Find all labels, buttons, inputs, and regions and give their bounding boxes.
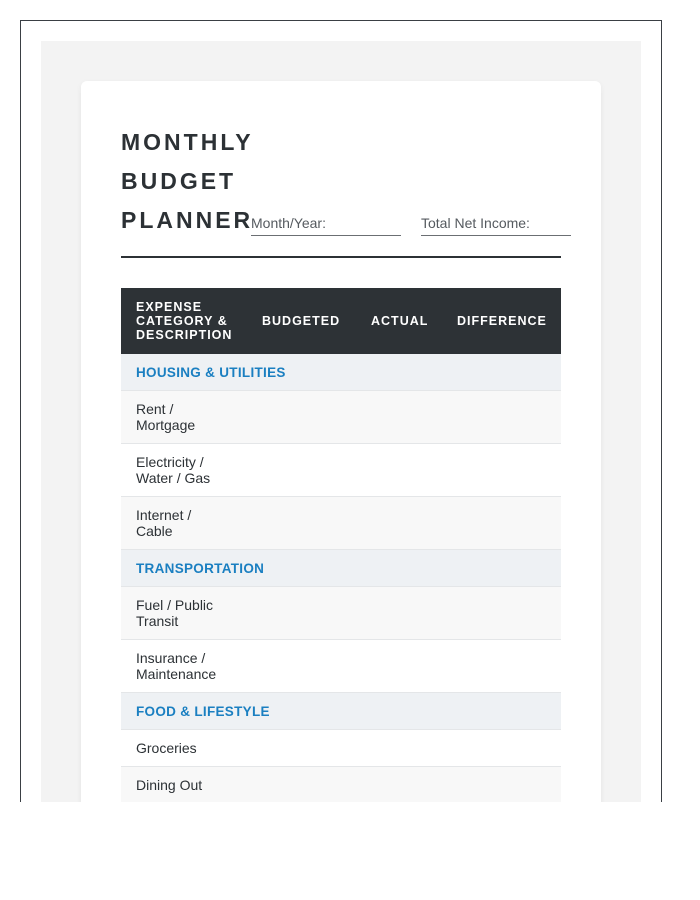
page-frame [20, 20, 662, 802]
page-title: MONTHLY BUDGET PLANNER [121, 129, 254, 233]
category-label: TRANSPORTATION [136, 560, 265, 576]
category-row-housing [121, 354, 561, 391]
net-income-label: Total Net Income: [421, 215, 530, 231]
expense-label: Electricity / Water / Gas [136, 454, 211, 486]
expense-label: Rent / Mortgage [136, 401, 196, 433]
table-row[interactable] [121, 391, 561, 444]
month-year-field[interactable] [251, 214, 401, 236]
expense-label: Insurance / Maintenance [136, 650, 217, 682]
budget-table [121, 288, 561, 802]
header-category: EXPENSE CATEGORY & DESCRIPTION [136, 300, 233, 342]
expense-label: Fuel / Public Transit [136, 597, 214, 629]
category-row-transportation [121, 550, 561, 587]
page-backdrop [41, 41, 641, 802]
table-row[interactable] [121, 497, 561, 550]
header-actual: ACTUAL [371, 314, 429, 328]
table-row[interactable] [121, 444, 561, 497]
month-year-label: Month/Year: [251, 215, 326, 231]
table-row[interactable] [121, 640, 561, 693]
expense-label: Internet / Cable [136, 507, 192, 539]
header-difference: DIFFERENCE [457, 314, 547, 328]
expense-label: Groceries [136, 740, 197, 756]
table-row[interactable] [121, 767, 561, 802]
category-label: FOOD & LIFESTYLE [136, 703, 270, 719]
header-budgeted: BUDGETED [262, 314, 341, 328]
table-header [121, 288, 561, 354]
expense-label: Dining Out [136, 777, 203, 793]
table-row[interactable] [121, 730, 561, 767]
category-row-food [121, 693, 561, 730]
title-divider [121, 256, 561, 258]
category-label: HOUSING & UTILITIES [136, 364, 286, 380]
budget-card [81, 81, 601, 802]
net-income-field[interactable] [421, 214, 571, 236]
table-row[interactable] [121, 587, 561, 640]
